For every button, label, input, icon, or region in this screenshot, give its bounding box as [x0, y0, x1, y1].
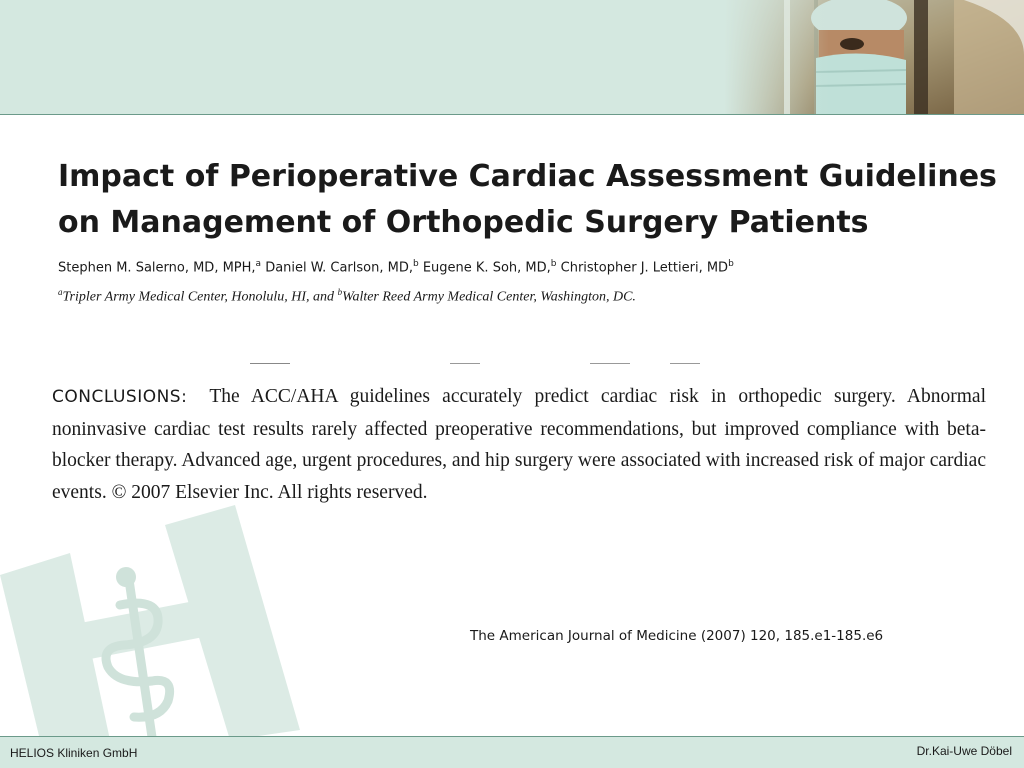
footer-organization: HELIOS Kliniken GmbH [10, 746, 138, 760]
affiliation-a-marker: a [58, 287, 63, 297]
conclusions-label: CONCLUSIONS: [52, 387, 188, 407]
author-3-affiliation: b [550, 259, 557, 269]
article-title [58, 154, 998, 246]
author-list [58, 259, 998, 275]
scan-artifact-divider [250, 352, 700, 355]
affiliations [58, 287, 998, 306]
header-band [0, 0, 1024, 115]
conclusions-text: The ACC/AHA guidelines accurately predict cardiac risk in orthopedic surgery. Abnormal noninvasive cardiac test results rarely affected preoperative recommendations, but improved compliance with beta-blocker therapy. Advanced age, urgent procedures, and hip surgery were associated with increased risk of major cardiac events. © 2007 Elsevier Inc. All rights reserved. [52, 386, 986, 503]
article-title-line1: Impact of Perioperative Cardiac Assessment Guidelines [58, 159, 997, 194]
author-2: Daniel W. Carlson, MD, [261, 260, 413, 276]
affiliation-b-marker: b [337, 287, 343, 297]
affiliation-b-text: Walter Reed Army Medical Center, Washington, DC. [342, 289, 636, 305]
author-4-affiliation: b [728, 259, 734, 269]
footer-band [0, 736, 1024, 768]
conclusions-paragraph [52, 381, 986, 508]
author-3: Eugene K. Soh, MD, [418, 260, 551, 276]
affiliation-a-text: Tripler Army Medical Center, Honolulu, HI, and [62, 289, 338, 305]
author-1-affiliation: a [255, 259, 262, 269]
journal-citation: The American Journal of Medicine (2007) 120, 185.e1-185.e6 [470, 628, 884, 644]
author-4: Christopher J. Lettieri, MD [556, 260, 729, 276]
author-2-affiliation: b [412, 259, 419, 269]
footer-author: Dr.Kai-Uwe Döbel [916, 744, 1012, 758]
helios-watermark-icon [0, 505, 320, 740]
author-1: Stephen M. Salerno, MD, MPH, [58, 260, 256, 276]
surgeon-photo-icon [724, 0, 1024, 114]
article-title-line2: on Management of Orthopedic Surgery Patients [58, 205, 869, 240]
